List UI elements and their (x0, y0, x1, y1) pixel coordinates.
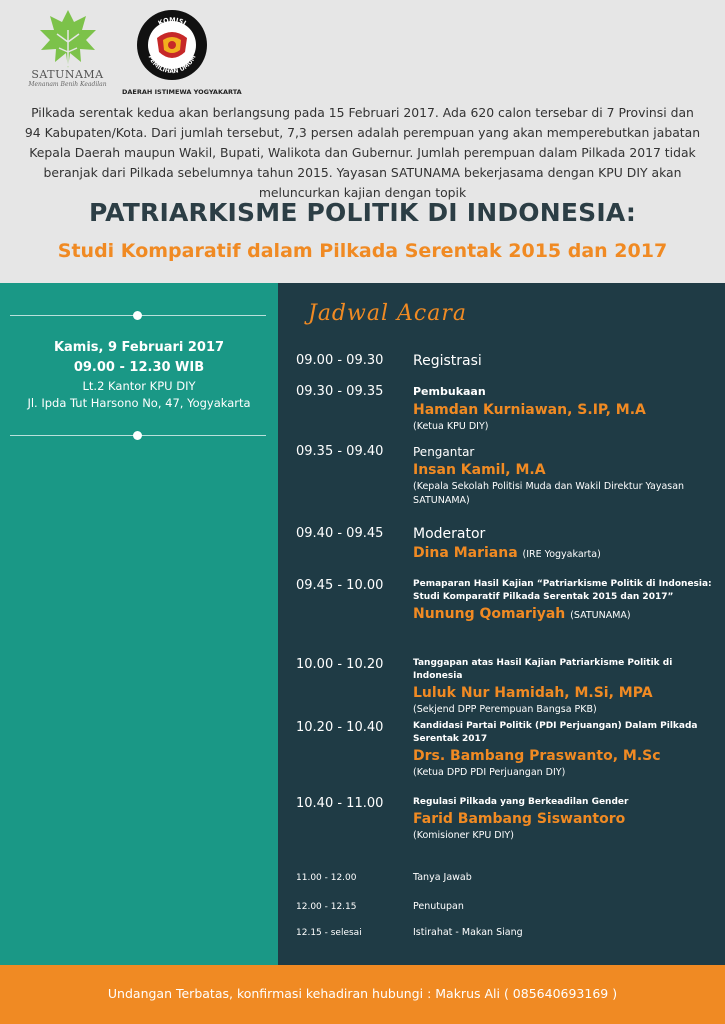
satunama-tagline: Menanam Benih Keadilan (28, 81, 107, 88)
satunama-name: SATUNAMA (31, 68, 104, 81)
speaker-affiliation: (Sekjend DPP Perempuan Bangsa PKB) (413, 704, 597, 715)
schedule-time: 10.20 - 10.40 (296, 720, 384, 735)
schedule-role: Tanya Jawab (413, 872, 472, 883)
speaker-name: Nunung Qomariyah (413, 606, 566, 622)
schedule-role: Pembukaan (413, 385, 486, 398)
schedule-panel (278, 283, 725, 965)
speaker-name: Dina Mariana (413, 545, 518, 561)
speaker-name: Luluk Nur Hamidah, M.Si, MPA (413, 685, 653, 701)
schedule-time: 09.45 - 10.00 (296, 578, 384, 593)
schedule-time: 09.35 - 09.40 (296, 444, 384, 459)
session-topic: Pemaparan Hasil Kajian “Patriarkisme Politik di Indonesia: Studi Komparatif Pilkada Serentak 2015 dan 2017” (413, 579, 712, 602)
session-topic: Regulasi Pilkada yang Berkeadilan Gender (413, 797, 629, 807)
schedule-role: Moderator (413, 526, 486, 542)
speaker-affiliation: (Komisioner KPU DIY) (413, 830, 514, 841)
schedule-time: 12.15 - selesai (296, 928, 362, 938)
schedule-title: Jadwal Acara (308, 301, 467, 326)
footer-bar (0, 965, 725, 1024)
speaker-affiliation: (Kepala Sekolah Politisi Muda dan Wakil Direktur Yayasan SATUNAMA) (413, 481, 685, 506)
garuda-emblem-icon (135, 8, 209, 82)
speaker-name: Insan Kamil, M.A (413, 462, 546, 478)
schedule-role: Penutupan (413, 901, 464, 912)
satunama-logo (25, 8, 110, 98)
speaker-affiliation: (Ketua KPU DIY) (413, 421, 489, 432)
event-info-panel (0, 283, 278, 965)
divider-bottom (10, 435, 266, 436)
event-venue: Lt.2 Kantor KPU DIY (82, 379, 196, 393)
schedule-time: 09.40 - 09.45 (296, 526, 384, 541)
speaker-affiliation: (SATUNAMA) (570, 610, 631, 621)
header-section (0, 0, 725, 283)
schedule-time: 12.00 - 12.15 (296, 902, 357, 912)
event-time: 09.00 - 12.30 WIB (73, 360, 205, 375)
main-title: PATRIARKISME POLITIK DI INDONESIA: (88, 198, 637, 227)
footer-contact: Undangan Terbatas, konfirmasi kehadiran hubungi : Makrus Ali ( 085640693169 ) (107, 986, 618, 1001)
dot-icon (133, 311, 142, 320)
schedule-time: 10.00 - 10.20 (296, 657, 384, 672)
speaker-name: Drs. Bambang Praswanto, M.Sc (413, 748, 661, 764)
intro-paragraph: Pilkada serentak kedua akan berlangsung pada 15 Februari 2017. Ada 620 calon tersebar di 7 Provinsi dan 94 Kabupaten/Kota. Dari jumlah tersebut, 7,3 persen adalah perempuan yang akan memperebutkan jabatan Kepala Daerah maupun Wakil, Bupati, Walikota dan Gubernur. Jumlah perempuan dalam Pilkada 2017 tidak beranjak dari Pilkada sebelumnya tahun 2015. Yayasan SATUNAMA bekerjasama dengan KPU DIY akan meluncurkan kajian dengan topik (24, 105, 701, 200)
kpu-region-label: DAERAH ISTIMEWA YOGYAKARTA (122, 88, 242, 96)
speaker-name: Hamdan Kurniawan, S.IP, M.A (413, 402, 646, 418)
event-date: Kamis, 9 Februari 2017 (53, 340, 225, 355)
session-topic: Tanggapan atas Hasil Kajian Patriarkisme Politik di Indonesia (413, 658, 673, 681)
schedule-time: 09.00 - 09.30 (296, 353, 384, 368)
session-topic: Kandidasi Partai Politik (PDI Perjuangan) Dalam Pilkada Serentak 2017 (413, 721, 698, 744)
schedule-time: 10.40 - 11.00 (296, 796, 384, 811)
kpu-logo (122, 8, 242, 98)
event-details (0, 338, 278, 412)
divider-top (10, 315, 266, 316)
schedule-role: Pengantar (413, 445, 475, 459)
kpu-top-text: KOMISI (156, 15, 188, 28)
speaker-affiliation: (Ketua DPD PDI Perjuangan DIY) (413, 767, 566, 778)
event-address: Jl. Ipda Tut Harsono No, 47, Yogyakarta (27, 396, 251, 410)
schedule-role: Istirahat - Makan Siang (413, 927, 523, 938)
speaker-affiliation: (IRE Yogyakarta) (522, 549, 601, 560)
green-leaf-icon (37, 8, 99, 70)
schedule-role: Registrasi (413, 353, 482, 369)
kpu-ring-text: PEMILIHAN UMUM (146, 54, 198, 76)
schedule-time: 09.30 - 09.35 (296, 384, 384, 399)
dot-icon (133, 431, 142, 440)
speaker-name: Farid Bambang Siswantoro (413, 811, 626, 827)
sub-title: Studi Komparatif dalam Pilkada Serentak 2015 dan 2017 (57, 240, 668, 262)
schedule-time: 11.00 - 12.00 (296, 873, 357, 883)
